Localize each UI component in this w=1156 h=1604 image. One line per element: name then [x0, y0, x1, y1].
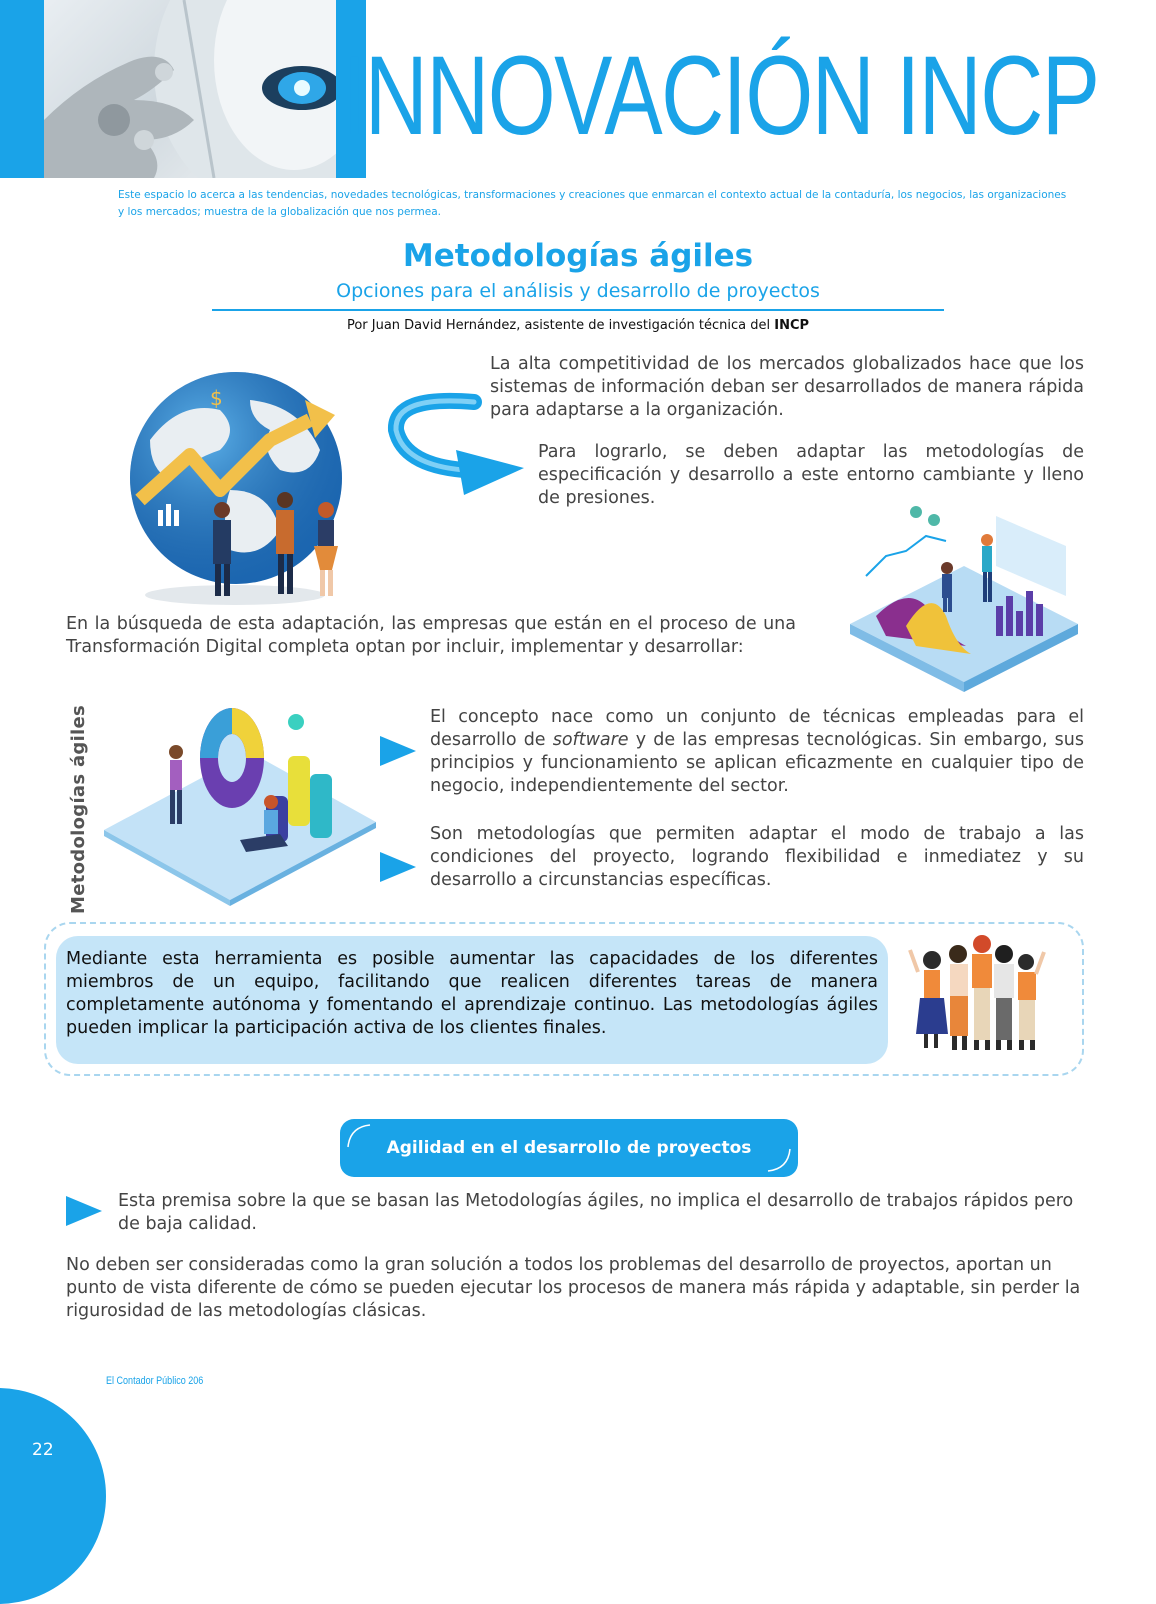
section-intro: Este espacio lo acerca a las tendencias, novedades tecnológicas, transformaciones y creaciones que enmarcan el contexto actual de la contaduría, los negocios, las organizaciones y los mercados; muestra de la globalización que nos permea. — [118, 189, 1067, 218]
paragraph-premise: Esta premisa sobre la que se basan las Metodologías ágiles, no implica el desarrollo de trabajos rápidos pero de baja calidad. — [118, 1191, 1074, 1234]
svg-text:$: $ — [210, 386, 223, 410]
paragraph-concept — [430, 706, 1084, 798]
concept-text-b: y de las empresas tecnológicas. Sin embargo, sus principios y funcionamiento se aplican eficazmente en cualquier tipo de negocio, independientemente del sector. — [430, 730, 1084, 796]
concept-text-a: El concepto nace como un conjunto de técnicas empleadas para el desarrollo de — [430, 707, 1084, 750]
magazine-name: El Contador Público 206 — [106, 1375, 204, 1387]
bullet-arrow-icon — [380, 852, 416, 886]
concept-text-software: software — [552, 730, 629, 750]
byline-author: Por Juan David Hernández, asistente de investigación técnica del — [346, 318, 775, 333]
paragraph-achieve: Para lograrlo, se deben adaptar las metodologías de especificación y desarrollo a este entorno cambiante y lleno de presiones. — [538, 442, 1084, 508]
paragraph-transformation: En la búsqueda de esta adaptación, las empresas que están en el proceso de una Transformación Digital completa optan por incluir, implementar y desarrollar: — [66, 614, 796, 657]
title-divider — [212, 309, 944, 311]
callout-text: Mediante esta herramienta es posible aumentar las capacidades de los diferentes miembros de un equipo, facilitando que realicen diferentes tareas de manera completamente autónoma y fomentando el aprendizaje continuo. Las metodologías ágiles pueden implicar la participación activa de los clientes finales. — [66, 949, 878, 1038]
bullet-arrow-icon — [66, 1196, 102, 1230]
paragraph-intro: La alta competitividad de los mercados globalizados hace que los sistemas de información deban ser desarrollados de manera rápida para adaptarse a la organización. — [490, 354, 1084, 420]
page-number: 22 — [32, 1440, 54, 1460]
vertical-side-label: Metodologías ágiles — [68, 704, 89, 914]
byline-org: INCP — [774, 318, 810, 333]
robot-face-image — [44, 0, 336, 178]
isometric-analytics-illustration — [846, 496, 1082, 696]
article-title: Metodologías ágiles — [402, 238, 754, 274]
page-number-circle — [0, 1388, 106, 1604]
paragraph-methodologies: Son metodologías que permiten adaptar el modo de trabajo a las condiciones del proyecto, logrando flexibilidad e inmediatez y su desarrollo a circunstancias específicas. — [430, 824, 1084, 890]
isometric-charts-illustration — [100, 700, 380, 906]
bullet-arrow-icon — [380, 736, 416, 770]
paragraph-conclusion: No deben ser consideradas como la gran solución a todos los problemas del desarrollo de proyectos, aportan un punto de vista diferente de cómo se pueden ejecutar los procesos de manera más rápida y adaptable, sin perder la rigurosidad de las metodologías clásicas. — [66, 1255, 1081, 1321]
section-heading-label: Agilidad en el desarrollo de proyectos — [386, 1138, 752, 1158]
globe-business-illustration — [110, 360, 360, 610]
section-title: INNOVACIÓN INCP — [342, 33, 1099, 158]
article-subtitle: Opciones para el análisis y desarrollo de proyectos — [336, 280, 820, 302]
team-people-illustration — [906, 930, 1046, 1054]
byline — [0, 318, 1156, 333]
